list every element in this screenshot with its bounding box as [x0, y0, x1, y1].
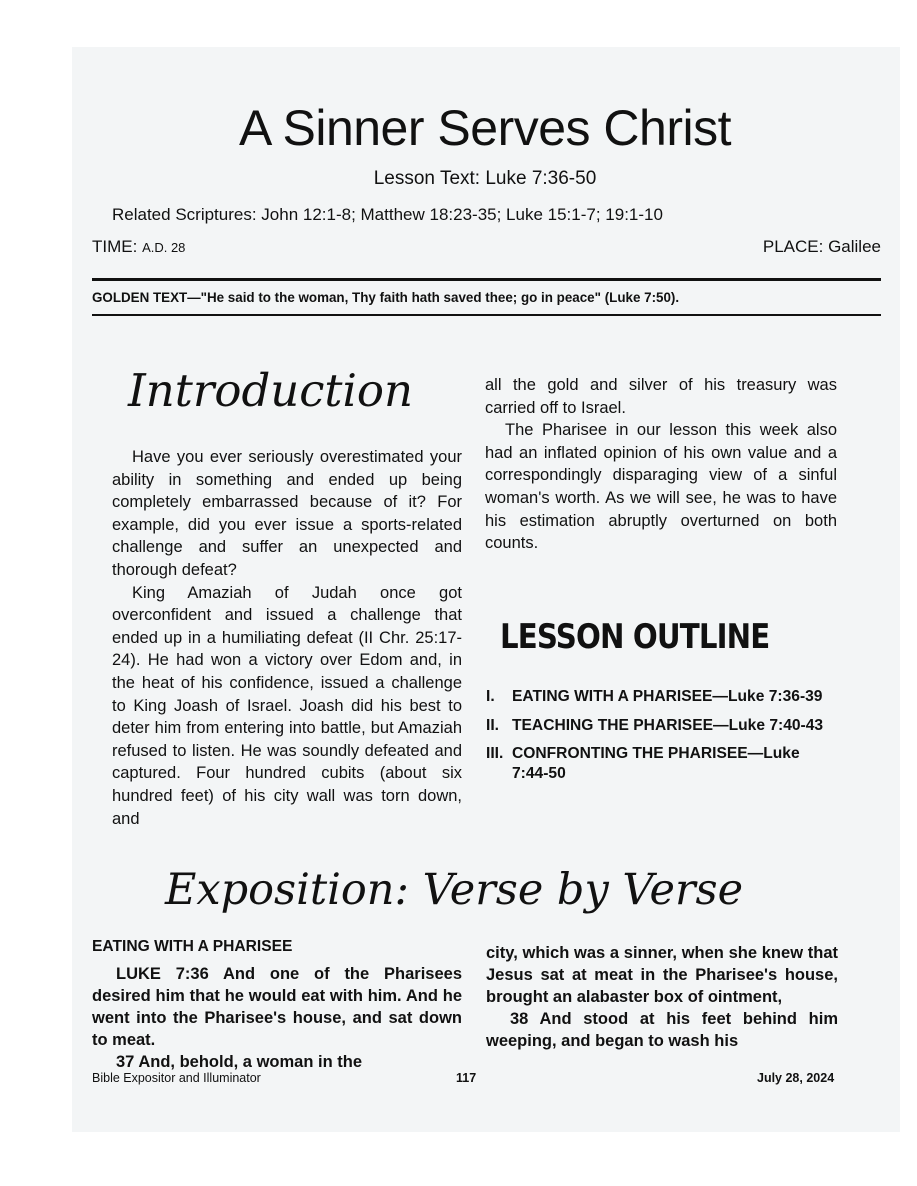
lesson-outline-heading: LESSON OUTLINE: [500, 617, 770, 657]
golden-text-top-rule: [92, 278, 881, 281]
lesson-outline-list: [486, 687, 838, 792]
place-info: PLACE: Galilee: [762, 237, 881, 256]
outline-item: [486, 716, 838, 736]
golden-text-bottom-rule: [92, 314, 881, 316]
outline-item: [486, 744, 838, 783]
introduction-heading: Introduction: [128, 364, 413, 417]
exposition-subheading: EATING WITH A PHARISEE: [92, 938, 293, 955]
outline-item-number: III.: [486, 745, 504, 762]
introduction-left-column: [112, 446, 462, 830]
related-scriptures: Related Scriptures: John 12:1-8; Matthew 18:23-35; Luke 15:1-7; 19:1-10: [112, 205, 663, 224]
footer-page-number: 117: [456, 1071, 477, 1085]
verse-paragraph-38: 38 And stood at his feet behind him weeping, and began to wash his: [486, 1010, 838, 1050]
lesson-text-reference: Lesson Text: Luke 7:36-50: [373, 168, 597, 189]
introduction-right-column: [485, 374, 837, 555]
outline-item-text: TEACHING THE PHARISEE—Luke 7:40-43: [512, 716, 824, 734]
golden-text: GOLDEN TEXT—"He said to the woman, Thy faith hath saved thee; go in peace" (Luke 7:50).: [92, 290, 680, 305]
outline-item-number: I.: [486, 688, 495, 705]
exposition-right-column: [486, 942, 838, 1052]
footer-date: July 28, 2024: [757, 1071, 835, 1085]
exposition-heading: Exposition: Verse by Verse: [165, 865, 744, 915]
verse-paragraph-37-cont: city, which was a sinner, when she knew that Jesus sat at meat in the Pharisee's house, brought an alabaster box of ointment,: [486, 944, 838, 1006]
time-label: TIME:: [92, 237, 143, 256]
verse-paragraph-37: 37 And, behold, a woman in the: [116, 1053, 362, 1071]
time-info: [92, 237, 185, 258]
intro-continuation-1: all the gold and silver of his treasury was carried off to Israel.: [485, 376, 837, 417]
exposition-left-column: [92, 963, 462, 1073]
intro-paragraph-2: King Amaziah of Judah once got overconfident and issued a challenge that ended up in a humiliating defeat (II Chr. 25:17-24). He had won a victory over Edom and, in the heat of his confidence, issued a challenge to King Joash of Israel. Joash did his best to deter him from entering into battle, but Amaziah refused to listen. He was soundly defeated and captured. Four hundred cubits (about six hundred feet) of his city wall was torn down, and: [112, 583, 462, 828]
footer-publication: Bible Expositor and Illuminator: [92, 1071, 261, 1085]
outline-item-number: II.: [486, 716, 499, 734]
outline-item-text: EATING WITH A PHARISEE—Luke 7:36-39: [512, 688, 823, 705]
outline-item: [486, 687, 838, 707]
time-value: A.D. 28: [142, 240, 186, 255]
outline-item-text: CONFRONTING THE PHARISEE—Luke 7:44-50: [512, 745, 800, 782]
lesson-title: A Sinner Serves Christ: [239, 100, 731, 156]
verse-paragraph-36: LUKE 7:36 And one of the Pharisees desired him that he would eat with him. And he went into the Pharisee's house, and sat down to meat.: [92, 965, 462, 1049]
intro-paragraph-1: Have you ever seriously overestimated your ability in something and ended up being completely embarrassed because of it? For example, did you ever issue a sports-related challenge and suffer an unexpected and thorough defeat?: [112, 448, 462, 579]
intro-continuation-2: The Pharisee in our lesson this week also had an inflated opinion of his own value and a correspondingly disparaging view of a sinful woman's worth. As we will see, he was to have his estimation abruptly overturned on both counts.: [485, 421, 837, 553]
